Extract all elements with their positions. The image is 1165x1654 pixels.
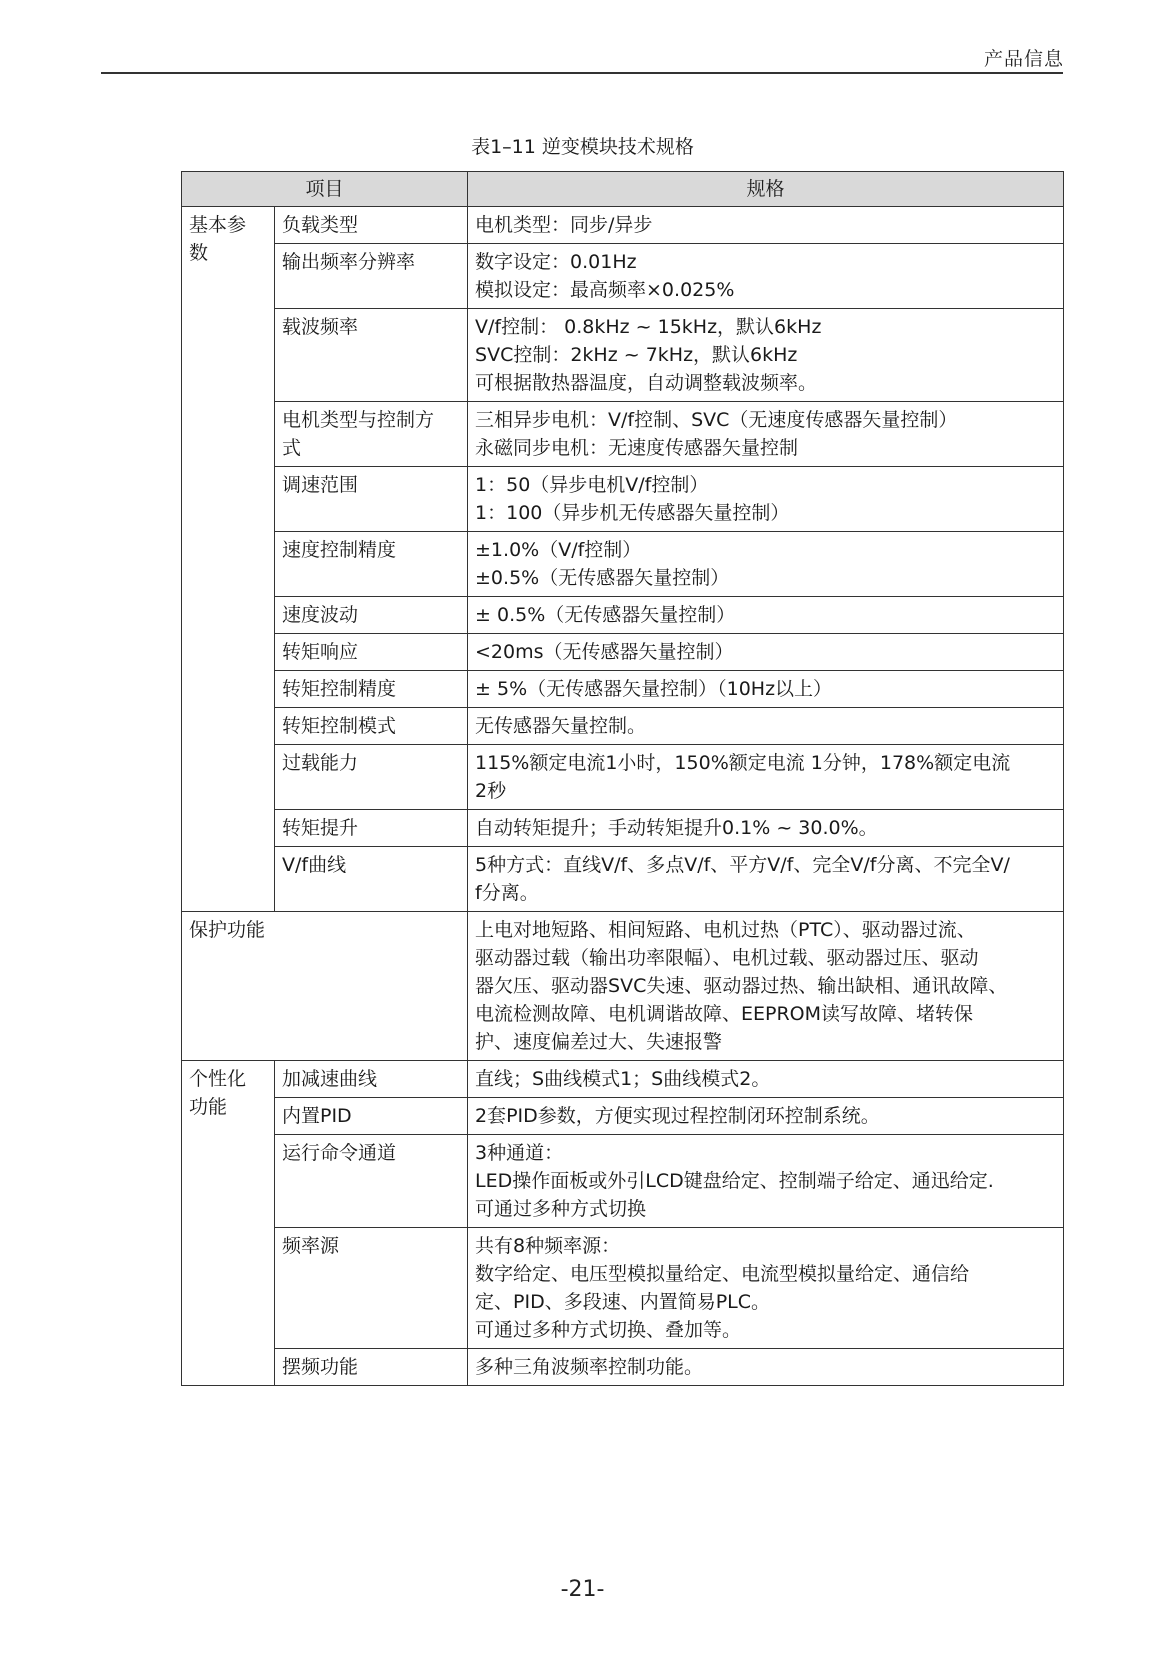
table-caption: 表1–11 逆变模块技术规格: [471, 136, 694, 158]
item-cell-line: 转矩控制模式: [282, 715, 397, 737]
item-cell: [275, 244, 468, 309]
item-cell-line: 频率源: [282, 1235, 340, 1257]
spec-cell-line: 模拟设定：最高频率×0.025%: [475, 279, 735, 301]
spec-cell-line: 器欠压、驱动器SVC失速、驱动器过热、输出缺相、通讯故障、: [475, 975, 1008, 997]
table-row: [182, 745, 1064, 810]
table-row: [182, 402, 1064, 467]
table-row: [182, 671, 1064, 708]
item-cell: [275, 207, 468, 244]
item-cell: [275, 597, 468, 634]
page-number: -21-: [560, 1577, 605, 1602]
spec-cell: [468, 1349, 1064, 1386]
spec-cell: [468, 708, 1064, 745]
item-cell-line: 式: [282, 437, 302, 459]
item-cell-line: 电机类型与控制方: [282, 409, 435, 431]
spec-cell-line: 可根据散热器温度，自动调整载波频率。: [475, 372, 818, 394]
item-cell: [275, 532, 468, 597]
spec-cell-line: 护、速度偏差过大、失速报警: [475, 1031, 723, 1053]
item-cell-line: 输出频率分辨率: [282, 251, 416, 273]
item-cell-line: 过载能力: [282, 752, 359, 774]
spec-cell-line: 电机类型：同步/异步: [475, 214, 653, 236]
item-cell-line: 内置PID: [282, 1105, 352, 1127]
item-cell: [275, 634, 468, 671]
spec-cell-line: 驱动器过载（输出功率限幅）、电机过载、驱动器过压、驱动: [475, 947, 979, 969]
spec-cell: [468, 244, 1064, 309]
spec-cell-line: 1：50（异步电机V/f控制）: [475, 474, 709, 496]
item-cell: [275, 309, 468, 402]
table-row: [182, 1228, 1064, 1349]
spec-cell: [468, 402, 1064, 467]
spec-cell: [468, 671, 1064, 708]
table-row: [182, 207, 1064, 244]
spec-cell-line: 数字给定、电压型模拟量给定、电流型模拟量给定、通信给: [475, 1263, 970, 1285]
group-name-cell-line: 数: [189, 242, 209, 264]
item-cell: [275, 810, 468, 847]
table-header-row: [182, 172, 1064, 207]
spec-cell-line: 定、PID、多段速、内置简易PLC。: [475, 1291, 771, 1313]
table-row: [182, 244, 1064, 309]
item-cell: [275, 745, 468, 810]
spec-cell-line: 自动转矩提升；手动转矩提升0.1% ~ 30.0%。: [475, 817, 878, 839]
spec-cell-line: 多种三角波频率控制功能。: [475, 1356, 704, 1378]
item-cell-line: 调速范围: [282, 474, 359, 496]
item-cell: [275, 1349, 468, 1386]
group-name-cell-line: 个性化: [189, 1068, 247, 1090]
spec-cell-line: ±1.0%（V/f控制）: [475, 539, 642, 561]
table-row: [182, 467, 1064, 532]
header-title: 产品信息: [983, 48, 1064, 70]
item-cell-line: 转矩控制精度: [282, 678, 397, 700]
table-row: [182, 532, 1064, 597]
item-cell-line: 运行命令通道: [282, 1142, 397, 1164]
spec-cell: [468, 467, 1064, 532]
spec-cell-line: <20ms（无传感器矢量控制）: [475, 641, 734, 663]
item-cell: [275, 708, 468, 745]
spec-cell-line: 3种通道：: [475, 1142, 564, 1164]
item-cell: [275, 847, 468, 912]
header-rule: [101, 72, 1063, 74]
spec-cell-line: 数字设定：0.01Hz: [475, 251, 637, 273]
table-body: [182, 207, 1064, 1386]
column-header-spec: 规格: [468, 172, 1064, 207]
table-row: [182, 1349, 1064, 1386]
item-cell-line: 摆频功能: [282, 1356, 359, 1378]
spec-cell: [468, 745, 1064, 810]
table-row: [182, 847, 1064, 912]
item-cell: [275, 1228, 468, 1349]
spec-cell: [468, 912, 1064, 1061]
item-cell-line: 加减速曲线: [282, 1068, 378, 1090]
spec-cell-line: ±0.5%（无传感器矢量控制）: [475, 567, 730, 589]
item-cell-line: 转矩响应: [282, 641, 359, 663]
item-cell-line: 转矩提升: [282, 817, 359, 839]
item-cell-line: 速度控制精度: [282, 539, 397, 561]
spec-cell-line: ± 5%（无传感器矢量控制）（10Hz以上）: [475, 678, 833, 700]
spec-cell-line: 无传感器矢量控制。: [475, 715, 647, 737]
item-cell: [275, 1098, 468, 1135]
table-row: [182, 634, 1064, 671]
column-header-item: 项目: [182, 172, 468, 207]
item-cell-line: 负载类型: [282, 214, 359, 236]
spec-cell: [468, 1098, 1064, 1135]
table-row: [182, 810, 1064, 847]
spec-cell-line: SVC控制：2kHz ~ 7kHz，默认6kHz: [475, 344, 798, 366]
spec-cell-line: 电流检测故障、电机调谐故障、EEPROM读写故障、堵转保: [475, 1003, 974, 1025]
spec-cell: [468, 532, 1064, 597]
group-name-cell: [182, 207, 275, 912]
spec-cell: [468, 309, 1064, 402]
spec-cell-line: 上电对地短路、相间短路、电机过热（PTC）、驱动器过流、: [475, 919, 976, 941]
table-row: [182, 309, 1064, 402]
item-cell: [275, 671, 468, 708]
spec-cell: [468, 207, 1064, 244]
spec-cell: [468, 634, 1064, 671]
spec-cell-line: 2套PID参数，方便实现过程控制闭环控制系统。: [475, 1105, 880, 1127]
group-name-cell-line: 功能: [189, 1096, 228, 1118]
item-cell: [275, 1135, 468, 1228]
spec-cell-line: 直线；S曲线模式1；S曲线模式2。: [475, 1068, 771, 1090]
item-cell: [275, 1061, 468, 1098]
table-row: [182, 597, 1064, 634]
item-cell: [275, 402, 468, 467]
spec-cell-line: 115%额定电流1小时，150%额定电流 1分钟，178%额定电流: [475, 752, 1011, 774]
spec-cell-line: 共有8种频率源：: [475, 1235, 621, 1257]
spec-cell: [468, 597, 1064, 634]
spec-cell-line: LED操作面板或外引LCD键盘给定、控制端子给定、通迅给定.: [475, 1170, 994, 1192]
item-cell-line: 载波频率: [282, 316, 359, 338]
spec-cell-line: 永磁同步电机：无速度传感器矢量控制: [475, 437, 799, 459]
spec-cell-line: V/f控制： 0.8kHz ~ 15kHz，默认6kHz: [475, 316, 822, 338]
spec-cell-line: 可通过多种方式切换: [475, 1198, 647, 1220]
spec-cell: [468, 1135, 1064, 1228]
spec-cell: [468, 810, 1064, 847]
spec-cell: [468, 1061, 1064, 1098]
table-row: [182, 1061, 1064, 1098]
group-name-cell: [182, 1061, 275, 1386]
spec-cell-line: 5种方式：直线V/f、多点V/f、平方V/f、完全V/f分离、不完全V/: [475, 854, 1010, 876]
table-row: [182, 1098, 1064, 1135]
group-name-cell-line: 基本参: [189, 214, 247, 236]
item-cell-line: 速度波动: [282, 604, 359, 626]
item-cell: [275, 467, 468, 532]
spec-cell: [468, 1228, 1064, 1349]
spec-cell-line: ± 0.5%（无传感器矢量控制）: [475, 604, 736, 626]
spec-table: [181, 171, 1064, 1386]
spec-cell-line: 三相异步电机：V/f控制、SVC（无速度传感器矢量控制）: [475, 409, 958, 431]
spec-cell: [468, 847, 1064, 912]
spec-cell-line: f分离。: [475, 882, 539, 904]
table-row: [182, 708, 1064, 745]
table-row: [182, 912, 1064, 1061]
spec-cell-line: 可通过多种方式切换、叠加等。: [475, 1319, 742, 1341]
table-row: [182, 1135, 1064, 1228]
spec-cell-line: 2秒: [475, 780, 507, 802]
item-cell-line: V/f曲线: [282, 854, 347, 876]
spec-cell-line: 1：100（异步机无传感器矢量控制）: [475, 502, 790, 524]
group-name-cell: 保护功能: [182, 912, 468, 1061]
